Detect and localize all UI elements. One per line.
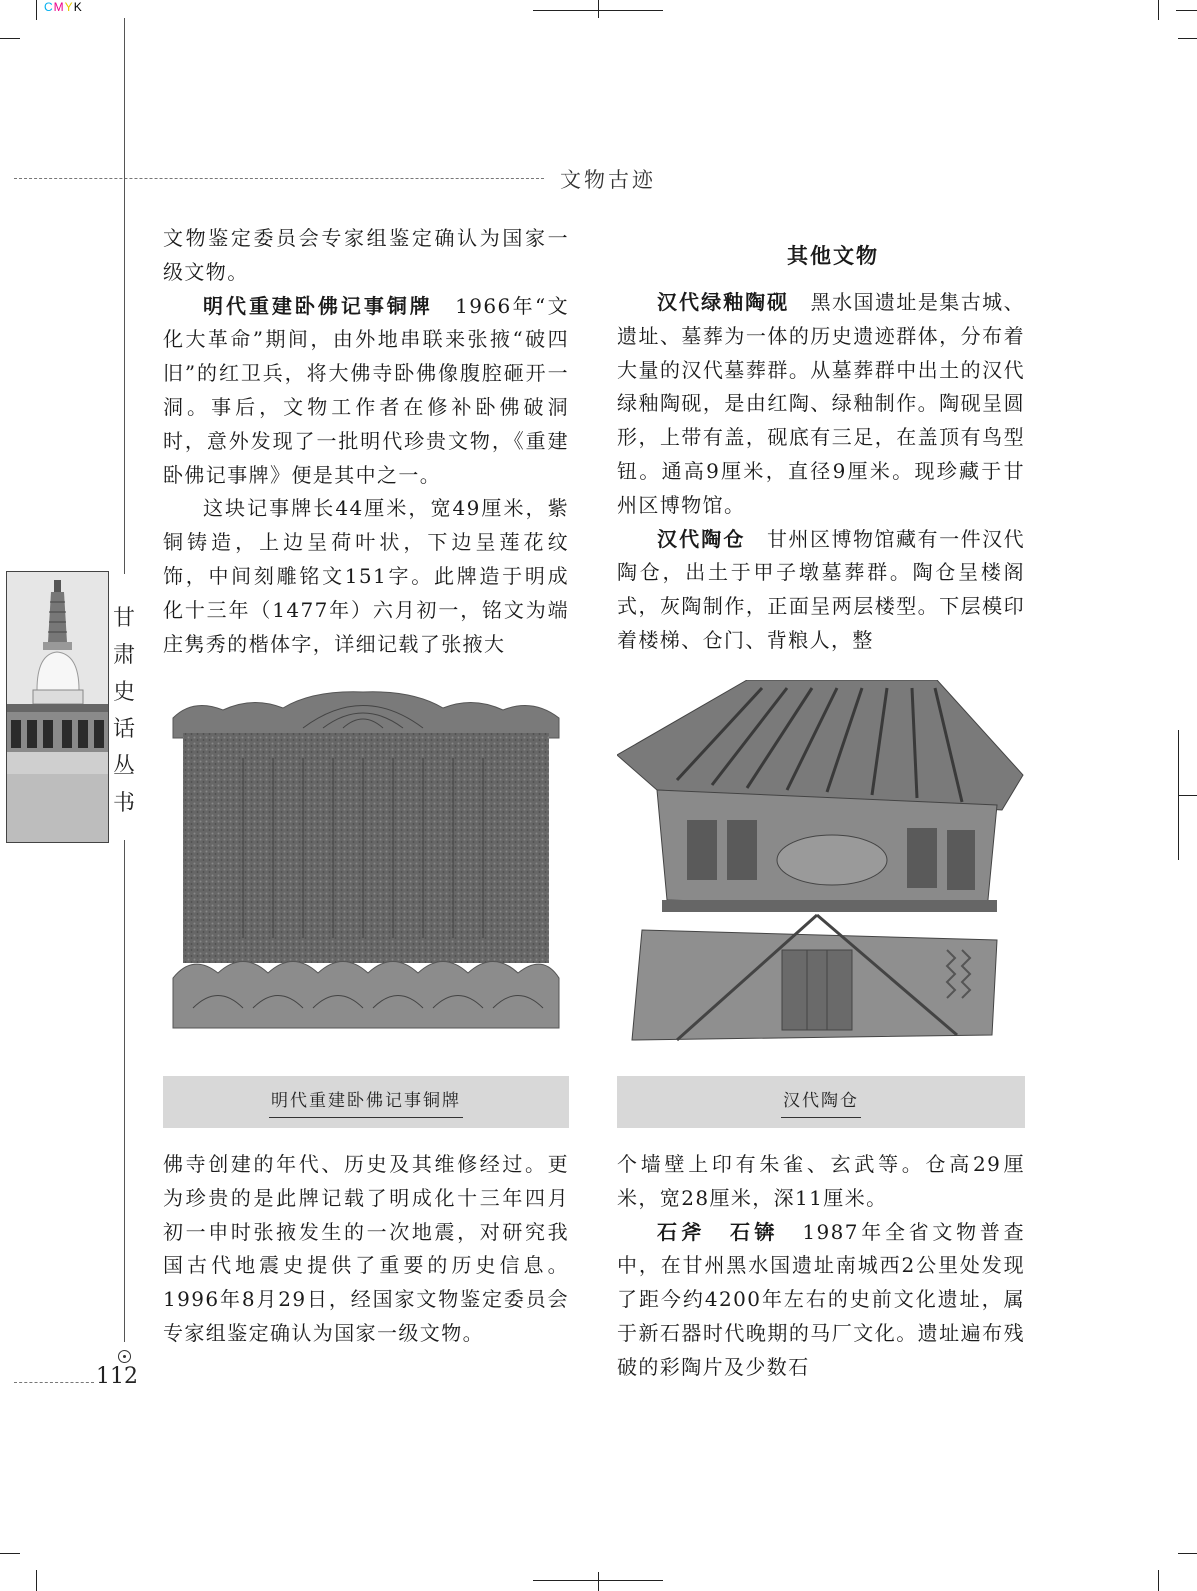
figure-caption-right <box>617 1076 1025 1128</box>
right-column-top <box>617 286 1025 658</box>
series-char: 丛 <box>112 754 135 779</box>
crop-mark <box>598 0 599 18</box>
paragraph <box>163 1148 569 1351</box>
paragraph <box>617 286 1025 523</box>
margin-rule <box>124 18 125 574</box>
left-column-bottom <box>163 1148 569 1351</box>
crop-mark <box>1178 795 1197 796</box>
caption-text: 明代重建卧佛记事铜牌 <box>269 1086 463 1118</box>
paragraph <box>163 290 569 493</box>
page-number: 112 <box>96 1364 138 1389</box>
paragraph-lead: 汉代绿釉陶砚 <box>657 290 790 314</box>
margin-rule <box>124 840 125 1342</box>
crop-mark <box>1178 1553 1197 1554</box>
crop-mark <box>1158 1570 1159 1591</box>
caption-text: 汉代陶仓 <box>781 1086 861 1118</box>
crop-mark <box>36 1570 37 1591</box>
section-heading: 其他文物 <box>787 244 879 268</box>
crop-mark <box>1178 38 1197 39</box>
series-char: 甘 <box>112 606 135 631</box>
series-char: 话 <box>112 717 135 742</box>
cmyk-label: CMYK <box>44 0 83 14</box>
series-title <box>110 600 138 822</box>
paragraph-lead: 石斧 石锛 <box>657 1219 779 1244</box>
header-rule <box>14 178 544 179</box>
crop-mark <box>1158 0 1159 20</box>
paragraph-text: 黑水国遗址是集古城、遗址、墓葬为一体的历史遗迹群体，分布着大量的汉代墓葬群。从墓葬群中出土的汉代绿釉陶砚，是由红陶、绿釉制作。陶砚呈圆形，上带有盖，砚底有三足，在盖顶有鸟型钮。通高9厘米，直径9厘米。现珍藏于甘州区博物馆。 <box>617 290 1026 517</box>
paragraph <box>617 1148 1025 1216</box>
crop-mark <box>36 0 37 20</box>
paragraph-text: 1987年全省文物普查中，在甘州黑水国遗址南城西2公里处发现了距今约4200年左右的史前文化遗址，属于新石器时代晚期的马厂文化。遗址遍布残破的彩陶片及少数石 <box>617 1219 1025 1379</box>
crop-mark <box>0 1553 20 1554</box>
paragraph-text: 文物鉴定委员会专家组鉴定确认为国家一级文物。 <box>163 226 569 284</box>
series-char: 史 <box>112 680 135 705</box>
figure-caption-left <box>163 1076 569 1128</box>
right-column-bottom <box>617 1148 1025 1385</box>
paragraph <box>617 523 1025 658</box>
paragraph-lead: 明代重建卧佛记事铜牌 <box>203 293 433 318</box>
paragraph <box>617 1216 1025 1385</box>
crop-mark <box>0 38 20 39</box>
series-char: 肃 <box>112 643 135 668</box>
paragraph-text: 甘州区博物馆藏有一件汉代陶仓，出土于甲子墩墓葬群。陶仓呈楼阁式，灰陶制作，正面呈两层楼型。下层模印着楼梯、仓门、背粮人，整 <box>617 526 1026 652</box>
pottery-granary-photo <box>617 680 1025 1058</box>
footer-rule <box>14 1382 94 1383</box>
paragraph <box>163 492 569 661</box>
page-ornament <box>118 1350 131 1363</box>
paragraph-text: 1966年“文化大革命”期间，由外地串联来张掖“破四旧”的红卫兵，将大佛寺卧佛像腹腔砸开一洞。事后，文物工作者在修补卧佛破洞时，意外发现了一批明代珍贵文物，《重建卧佛记事牌》便是其中之一。 <box>163 293 569 487</box>
series-char: 书 <box>112 791 135 816</box>
pagoda-image <box>6 571 109 843</box>
left-column-top <box>163 222 569 661</box>
paragraph <box>163 222 569 290</box>
crop-mark <box>1176 10 1197 11</box>
bronze-plaque-photo <box>163 688 569 1058</box>
paragraph-text: 佛寺创建的年代、历史及其维修经过。更为珍贵的是此牌记载了明成化十三年四月初一申时张掖发生的一次地震，对研究我国古代地震史提供了重要的历史信息。1996年8月29日，经国家文物鉴定委员会专家组鉴定确认为国家一级文物。 <box>163 1152 569 1345</box>
paragraph-text: 个墙壁上印有朱雀、玄武等。仓高29厘米，宽28厘米，深11厘米。 <box>617 1152 1025 1210</box>
crop-mark <box>598 1572 599 1591</box>
running-head: 文物古迹 <box>560 168 656 192</box>
paragraph-lead: 汉代陶仓 <box>657 526 746 551</box>
paragraph-text: 这块记事牌长44厘米，宽49厘米，紫铜铸造，上边呈荷叶状，下边呈莲花纹饰，中间刻雕铭文151字。此牌造于明成化十三年（1477年）六月初一，铭文为端庄隽秀的楷体字，详细记载了张掖大 <box>163 496 569 656</box>
